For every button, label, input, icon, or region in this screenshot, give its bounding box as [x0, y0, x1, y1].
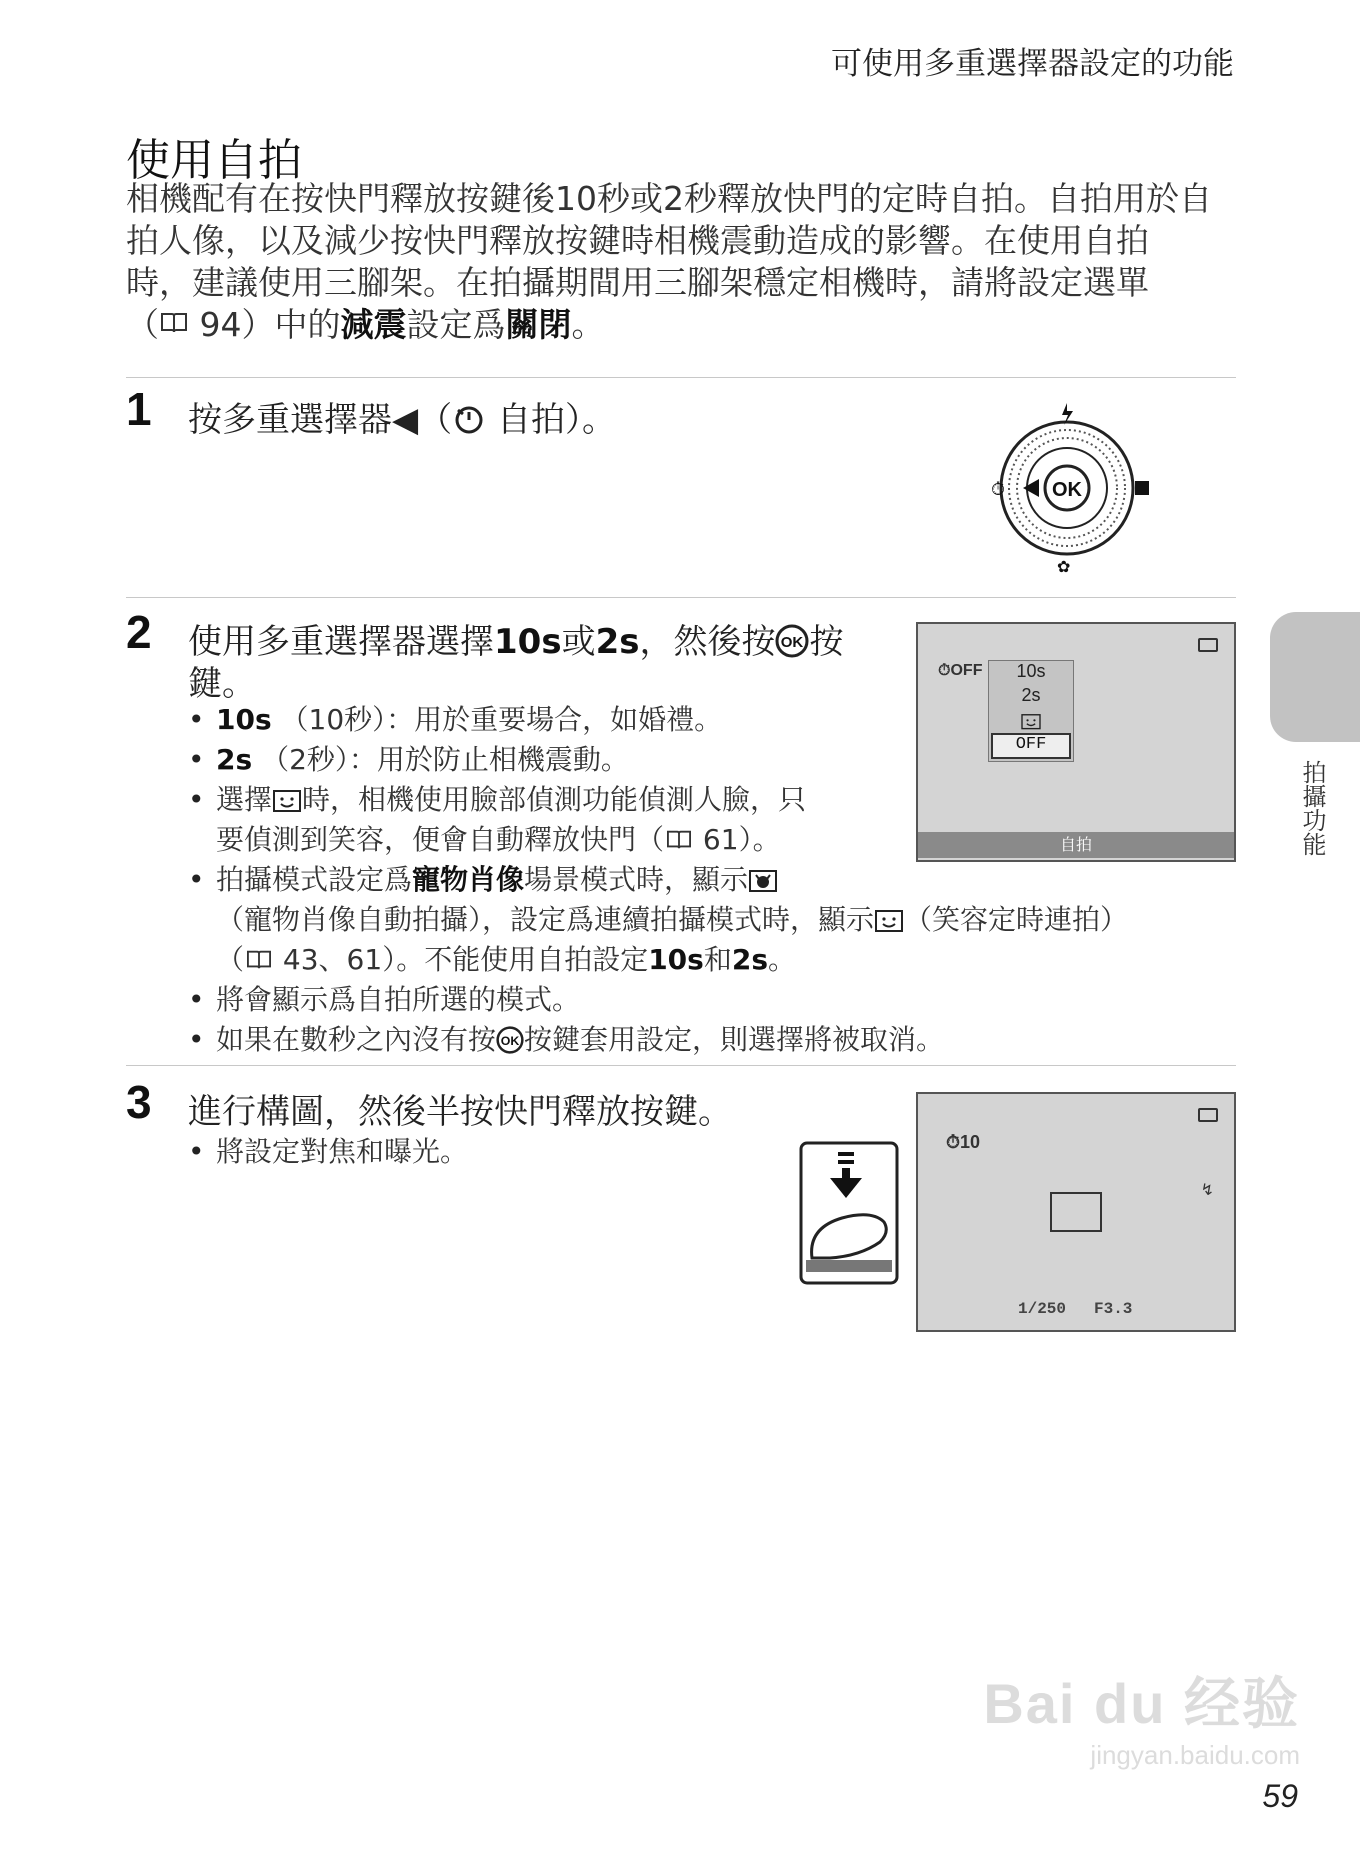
bullet-10s: • 10s （10秒）：用於重要場合，如婚禮。 — [186, 700, 1246, 740]
timer-indicator: ⏱10 — [946, 1132, 981, 1152]
menu-option-off-selected[interactable]: OFF — [991, 733, 1071, 759]
vr-setting: 減震 — [340, 305, 407, 344]
book-ref-icon — [159, 304, 189, 346]
svg-text:⏱: ⏱ — [991, 479, 1006, 500]
step-2-number: 2 — [126, 606, 152, 658]
aperture: F3.3 — [1094, 1300, 1133, 1318]
battery-icon — [1198, 1108, 1218, 1122]
menu-option-2s[interactable]: 2s — [1021, 685, 1041, 705]
bullet-focus: • 將設定對焦和曝光。 — [186, 1132, 468, 1172]
ok-button-icon — [496, 1023, 524, 1056]
pet-portrait-icon — [748, 863, 778, 896]
bullet-pet: • 拍攝模式設定爲寵物肖像場景模式時，顯示 （寵物肖像自動拍攝），設定爲連續拍攝模式時，顯示 （笑容定時連拍） （ 43、61）。不能使用自拍設定10s和2s。 — [186, 860, 1246, 980]
divider-1 — [126, 377, 1236, 378]
bullet-cancel: • 如果在數秒之內沒有按 OK 按鍵套用設定，則選擇將被取消。 — [186, 1020, 1246, 1060]
chapter-tab — [1270, 612, 1360, 742]
book-ref-icon — [244, 943, 274, 976]
svg-text:✿: ✿ — [1057, 557, 1071, 575]
intro-paragraph — [126, 178, 1236, 346]
screen-footer-label: 自拍 — [918, 832, 1234, 858]
timer-off-indicator: ⏱OFF — [938, 662, 983, 679]
smile-timer-icon — [272, 783, 302, 816]
page-number: 59 — [1262, 1778, 1298, 1814]
multi-selector-diagram — [985, 395, 1150, 575]
step-3-number: 3 — [126, 1076, 152, 1128]
timer-menu — [988, 660, 1074, 762]
battery-icon — [1198, 638, 1218, 652]
camera-screen-timer-menu — [916, 622, 1236, 862]
off-value: 關閉 — [505, 305, 572, 344]
shutter-speed: 1/250 — [1018, 1300, 1067, 1318]
bullet-display: • 將會顯示爲自拍所選的模式。 — [186, 980, 1246, 1020]
step-3-bullets — [186, 1132, 468, 1172]
intro-line-2: 拍人像，以及減少按快門釋放按鍵時相機震動造成的影響。在使用自拍 — [126, 221, 1149, 260]
menu-option-10s[interactable]: 10s — [1016, 661, 1046, 681]
ok-button-icon — [775, 622, 809, 662]
step-2-line-2: 鍵。 — [188, 664, 256, 704]
camera-screen-shooting — [916, 1092, 1236, 1332]
divider-3 — [126, 1065, 1236, 1066]
step-1-text: 按多重選擇器◀（ 自拍）。 — [188, 400, 616, 440]
step-3-text: 進行構圖，然後半按快門釋放按鍵。 — [188, 1092, 732, 1132]
intro-ref-page: 94 — [199, 305, 242, 344]
section-title: 使用自拍 — [126, 135, 302, 186]
bullet-smile: • 選擇 時，相機使用臉部偵測功能偵測人臉，只 要偵測到笑容，便會自動釋放快門（ 61）。 — [186, 780, 1246, 860]
divider-2 — [126, 597, 1236, 598]
step-2-line-1: 使用多重選擇器選擇10s或2s，然後按 OK 按 — [188, 622, 844, 662]
smile-continuous-icon — [874, 903, 904, 936]
focus-area-frame — [1050, 1192, 1102, 1232]
step-1-number: 1 — [126, 383, 152, 435]
bullet-2s: • 2s （2秒）：用於防止相機震動。 — [186, 740, 1246, 780]
intro-line-3: 時，建議使用三腳架。在拍攝期間用三腳架穩定相機時，請將設定選單 — [126, 263, 1149, 302]
shutter-half-press-illustration — [798, 1140, 900, 1286]
menu-option-smile[interactable] — [989, 709, 1073, 733]
vr-icon: ↯ — [1200, 1180, 1214, 1199]
svg-text:OK: OK — [500, 1033, 520, 1048]
intro-line-1: 相機配有在按快門釋放按鍵後10秒或2秒釋放快門的定時自拍。自拍用於自 — [126, 179, 1212, 218]
svg-text:OK: OK — [1052, 479, 1082, 501]
svg-text:OK: OK — [781, 634, 804, 651]
intro-line-4: （ 94）中的減震設定爲關閉。 — [126, 305, 605, 344]
running-header: 可使用多重選擇器設定的功能 — [831, 46, 1234, 82]
chapter-tab-label: 拍攝功能 — [1298, 760, 1326, 856]
book-ref-icon — [664, 823, 694, 856]
watermark-logo: Bai du 经验 jingyan.baidu.com — [983, 1672, 1300, 1770]
self-timer-icon — [452, 400, 486, 440]
